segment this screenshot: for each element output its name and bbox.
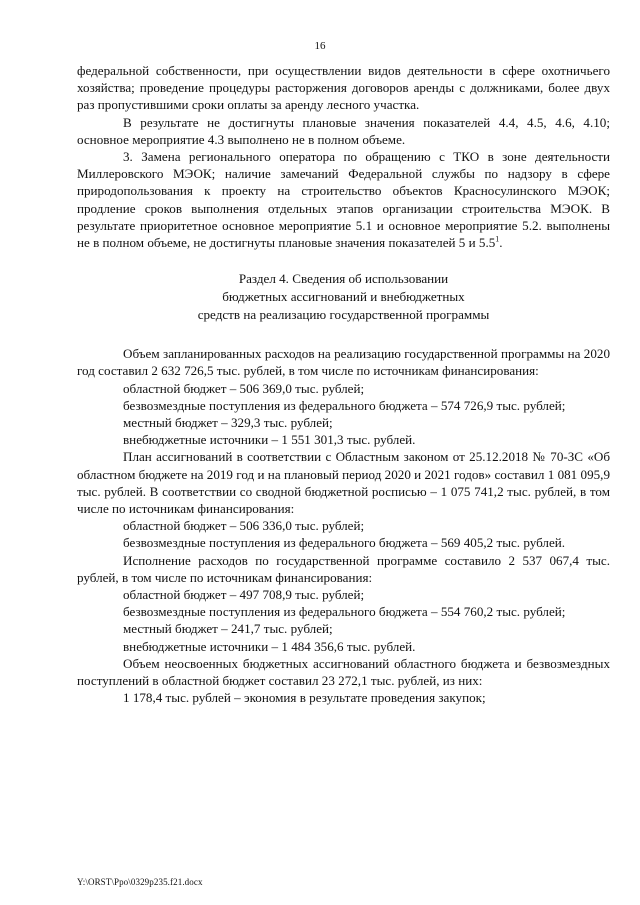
paragraph: безвозмездные поступления из федерального бюджета – 554 760,2 тыс. рублей; (123, 604, 566, 620)
section-body (77, 345, 610, 706)
paragraph: местный бюджет – 329,3 тыс. рублей; (123, 415, 333, 431)
paragraph: местный бюджет – 241,7 тыс. рублей; (123, 621, 333, 637)
footnote-mark: 1 (495, 234, 500, 244)
paragraph: безвозмездные поступления из федерального бюджета – 569 405,2 тыс. рублей. (123, 535, 566, 551)
paragraph: Объем запланированных расходов на реализацию государственной программы на 2020 год составил 2 632 726,5 тыс. рублей, в том числе по источникам финансирования: (77, 346, 610, 379)
section-heading (77, 270, 610, 324)
file-path-footer: Y:\ORST\Ppo\0329p235.f21.docx (77, 877, 203, 887)
paragraph: областной бюджет – 506 369,0 тыс. рублей; (123, 380, 365, 396)
paragraph: безвозмездные поступления из федерального бюджета – 574 726,9 тыс. рублей; (123, 397, 566, 413)
section-heading-line-3: средств на реализацию государственной программы (197, 307, 490, 323)
paragraph: областной бюджет – 506 336,0 тыс. рублей; (123, 518, 365, 534)
paragraph: внебюджетные источники – 1 551 301,3 тыс. рублей. (123, 432, 416, 448)
item-3-end: . (499, 235, 503, 251)
paragraph-result-4: В результате не достигнуты плановые значения показателей 4.4, 4.5, 4.6, 4.10; основное мероприятие 4.3 выполнено не в полном объеме. (77, 114, 610, 147)
paragraph-item-3 (77, 148, 610, 251)
paragraph-continuation: федеральной собственности, при осуществлении видов деятельности в сфере охотничьего хозяйства; проведение процедуры расторжения договоров аренды с должниками, более двух раз пропустившими сроки оплаты за аренду лесного участка. (77, 63, 610, 113)
paragraph: областной бюджет – 497 708,9 тыс. рублей; (123, 587, 365, 603)
paragraph: План ассигнований в соответствии с Областным законом от 25.12.2018 № 70-ЗС «Об областном бюджете на 2019 год и на плановый период 2020 и 2021 годов» составил 1 081 095,9 тыс. рублей. В соответствии со сводной бюджетной росписью – 1 075 741,2 тыс. рублей, в том числе по источникам финансирования: (77, 449, 610, 517)
paragraph: Объем неосвоенных бюджетных ассигнований областного бюджета и безвозмездных поступлений в областной бюджет составил 23 272,1 тыс. рублей, из них: (77, 655, 610, 689)
section-heading-line-2: бюджетных ассигнований и внебюджетных (222, 289, 465, 305)
section-heading-line-1: Раздел 4. Сведения об использовании (238, 271, 449, 287)
document-body (77, 62, 610, 707)
page-number: 16 (314, 40, 326, 52)
paragraph: 1 178,4 тыс. рублей – экономия в результате проведения закупок; (123, 690, 486, 706)
paragraph: внебюджетные источники – 1 484 356,6 тыс. рублей. (123, 638, 416, 654)
paragraph: Исполнение расходов по государственной программе составило 2 537 067,4 тыс. рублей, в том числе по источникам финансирования: (77, 552, 610, 585)
item-3-text: 3. Замена регионального оператора по обращению с ТКО в зоне деятельности Миллеровского МЭОК; наличие замечаний Федеральной службы по надзору в сфере природопользования к проекту на строительство объектов Красносулинского МЭОК; продление сроков выполнения отдельных этапов организации строительства МЭОК. В результате приоритетное основное мероприятие 5.1 и основное мероприятие 5.2. выполнены не в полном объеме, не достигнуты плановые значения показателей 5 и 5.5 (77, 149, 610, 251)
